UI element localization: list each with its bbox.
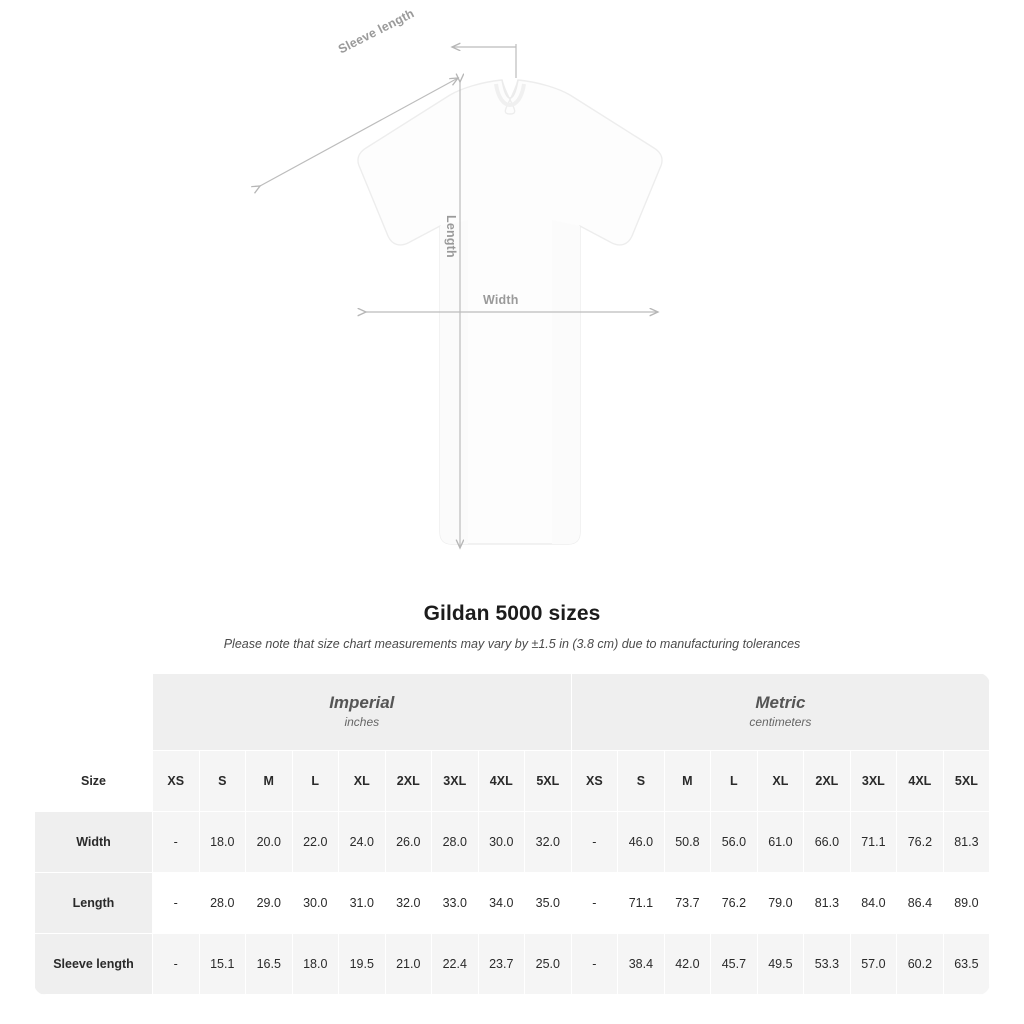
measurement-cell-metric: 50.8 bbox=[664, 812, 711, 873]
measurement-cell-metric: 76.2 bbox=[897, 812, 944, 873]
unit-name: Metric bbox=[755, 692, 806, 712]
size-header-cell: S bbox=[199, 751, 246, 812]
width-label: Width bbox=[483, 293, 519, 307]
measurement-cell-metric: 81.3 bbox=[943, 812, 990, 873]
size-header-cell: XL bbox=[339, 751, 386, 812]
measurement-cell-imperial: 19.5 bbox=[339, 934, 386, 995]
unit-header-row bbox=[35, 674, 990, 751]
measurement-cell-imperial: 24.0 bbox=[339, 812, 386, 873]
measurement-cell-metric: 73.7 bbox=[664, 873, 711, 934]
measurement-cell-metric: 61.0 bbox=[757, 812, 804, 873]
size-header-cell: 5XL bbox=[525, 751, 572, 812]
measurement-cell-imperial: - bbox=[153, 812, 200, 873]
size-header-cell: 4XL bbox=[897, 751, 944, 812]
measurement-cell-imperial: 18.0 bbox=[199, 812, 246, 873]
measurement-cell-imperial: 23.7 bbox=[478, 934, 525, 995]
unit-header-metric bbox=[571, 674, 990, 751]
measurement-cell-metric: 49.5 bbox=[757, 934, 804, 995]
measurement-cell-imperial: 34.0 bbox=[478, 873, 525, 934]
size-header-row bbox=[35, 751, 990, 812]
measurement-cell-imperial: 32.0 bbox=[525, 812, 572, 873]
measurement-cell-metric: 76.2 bbox=[711, 873, 758, 934]
measurement-cell-metric: 81.3 bbox=[804, 873, 851, 934]
size-header-cell: L bbox=[711, 751, 758, 812]
length-label: Length bbox=[444, 215, 458, 258]
measurement-cell-imperial: 21.0 bbox=[385, 934, 432, 995]
measurement-cell-imperial: 20.0 bbox=[246, 812, 293, 873]
row-label: Length bbox=[35, 873, 153, 934]
table-row bbox=[35, 812, 990, 873]
size-label-cell: Size bbox=[35, 751, 153, 812]
size-header-cell: M bbox=[664, 751, 711, 812]
size-table-wrap bbox=[34, 673, 990, 995]
measurement-cell-metric: 38.4 bbox=[618, 934, 665, 995]
measurement-cell-metric: 89.0 bbox=[943, 873, 990, 934]
unit-subtitle: centimeters bbox=[749, 715, 812, 730]
measurement-cell-imperial: - bbox=[153, 873, 200, 934]
measurement-cell-imperial: 33.0 bbox=[432, 873, 479, 934]
size-header-cell: 5XL bbox=[943, 751, 990, 812]
measurement-cell-metric: 86.4 bbox=[897, 873, 944, 934]
measurement-cell-imperial: 28.0 bbox=[432, 812, 479, 873]
measurement-cell-imperial: 31.0 bbox=[339, 873, 386, 934]
measurement-cell-metric: 42.0 bbox=[664, 934, 711, 995]
measurement-cell-metric: 66.0 bbox=[804, 812, 851, 873]
unit-header-imperial bbox=[153, 674, 572, 751]
measurement-cell-metric: 63.5 bbox=[943, 934, 990, 995]
measurement-cell-imperial: 16.5 bbox=[246, 934, 293, 995]
size-header-cell: 3XL bbox=[432, 751, 479, 812]
tolerance-note: Please note that size chart measurements may vary by ±1.5 in (3.8 cm) due to manufacturing tolerances bbox=[223, 637, 801, 651]
measurement-cell-imperial: 28.0 bbox=[199, 873, 246, 934]
title-block bbox=[0, 602, 1024, 651]
measurement-cell-metric: - bbox=[571, 873, 618, 934]
size-header-cell: 4XL bbox=[478, 751, 525, 812]
measurement-cell-metric: 53.3 bbox=[804, 934, 851, 995]
measurement-cell-imperial: 22.0 bbox=[292, 812, 339, 873]
measurement-cell-metric: 45.7 bbox=[711, 934, 758, 995]
size-table bbox=[34, 673, 990, 995]
size-header-cell: S bbox=[618, 751, 665, 812]
unit-name: Imperial bbox=[329, 692, 395, 712]
table-row bbox=[35, 873, 990, 934]
size-header-cell: XS bbox=[571, 751, 618, 812]
measurement-cell-imperial: 32.0 bbox=[385, 873, 432, 934]
measurement-cell-metric: 71.1 bbox=[618, 873, 665, 934]
size-header-cell: 2XL bbox=[804, 751, 851, 812]
row-label: Width bbox=[35, 812, 153, 873]
measurement-cell-imperial: 15.1 bbox=[199, 934, 246, 995]
measurement-cell-imperial: 29.0 bbox=[246, 873, 293, 934]
row-label: Sleeve length bbox=[35, 934, 153, 995]
page-title: Gildan 5000 sizes bbox=[423, 602, 601, 625]
measurement-cell-imperial: 30.0 bbox=[478, 812, 525, 873]
measurement-cell-metric: 60.2 bbox=[897, 934, 944, 995]
size-header-cell: 3XL bbox=[850, 751, 897, 812]
measurement-cell-metric: 79.0 bbox=[757, 873, 804, 934]
measurement-cell-metric: - bbox=[571, 934, 618, 995]
size-header-cell: L bbox=[292, 751, 339, 812]
measurement-cell-metric: - bbox=[571, 812, 618, 873]
unit-row-corner bbox=[35, 674, 153, 751]
measurement-cell-imperial: 18.0 bbox=[292, 934, 339, 995]
measurement-cell-imperial: 25.0 bbox=[525, 934, 572, 995]
measurement-cell-metric: 84.0 bbox=[850, 873, 897, 934]
measurement-cell-imperial: 22.4 bbox=[432, 934, 479, 995]
measurement-cell-metric: 57.0 bbox=[850, 934, 897, 995]
measurement-cell-imperial: 30.0 bbox=[292, 873, 339, 934]
measurement-cell-imperial: - bbox=[153, 934, 200, 995]
measurement-cell-imperial: 35.0 bbox=[525, 873, 572, 934]
unit-subtitle: inches bbox=[344, 715, 380, 730]
size-header-cell: M bbox=[246, 751, 293, 812]
size-header-cell: 2XL bbox=[385, 751, 432, 812]
table-row bbox=[35, 934, 990, 995]
size-header-cell: XS bbox=[153, 751, 200, 812]
measurement-cell-metric: 71.1 bbox=[850, 812, 897, 873]
measurement-cell-metric: 56.0 bbox=[711, 812, 758, 873]
sleeve-length-label: Sleeve length bbox=[336, 6, 417, 57]
size-header-cell: XL bbox=[757, 751, 804, 812]
measurement-cell-imperial: 26.0 bbox=[385, 812, 432, 873]
measurement-cell-metric: 46.0 bbox=[618, 812, 665, 873]
